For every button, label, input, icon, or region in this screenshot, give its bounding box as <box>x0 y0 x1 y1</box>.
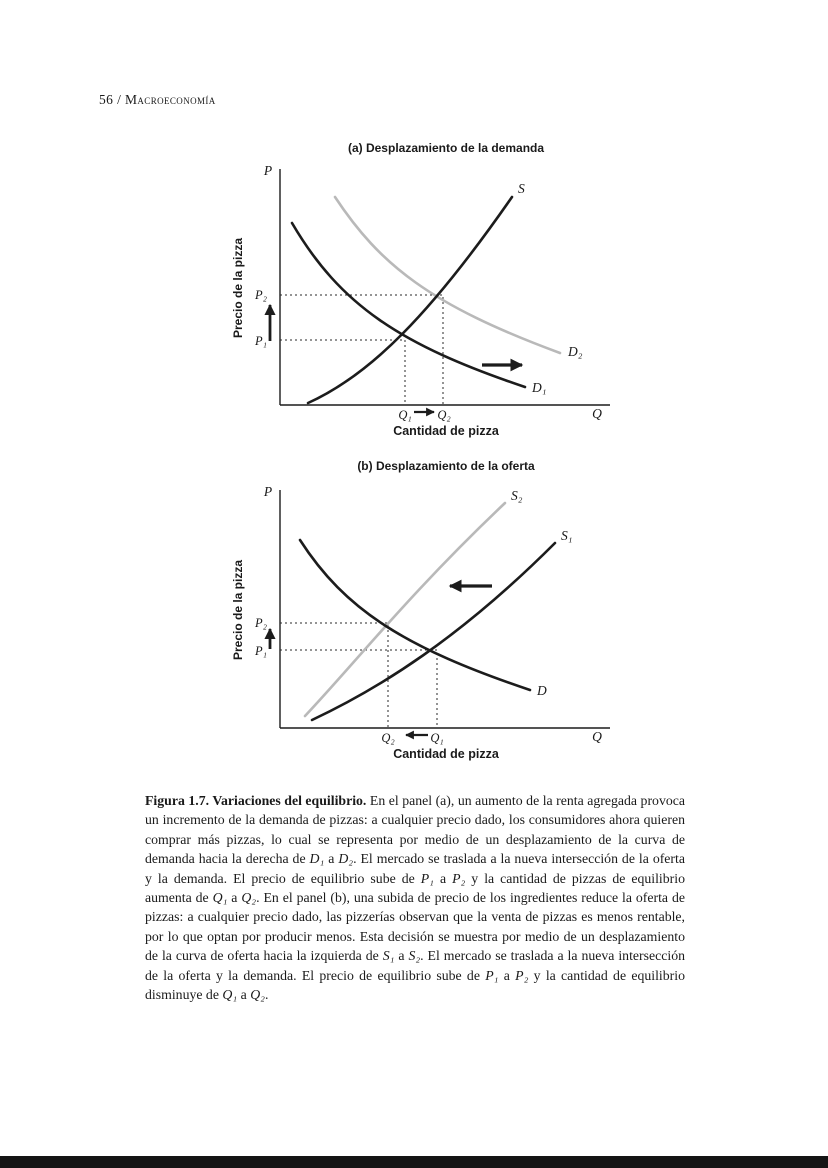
panel-b-p1-label: P₁ <box>255 644 267 658</box>
panel-b-p2-label: P₂ <box>255 616 267 630</box>
panel-a-p2-label: P₂ <box>255 288 267 302</box>
panel-b-p-axis-label: P <box>263 484 273 499</box>
panel-b-supply-curve-1 <box>312 543 555 720</box>
panel-b-q-axis-label: Q <box>592 729 602 744</box>
panel-a-demand-curve-1 <box>292 223 525 387</box>
panel-a-demand1-label: D₁ <box>532 380 547 395</box>
panel-b-supply2-label: S₂ <box>511 488 523 503</box>
panel-b-y-axis-title-text: Precio de la pizza <box>231 559 246 660</box>
panel-b-supply-curve-2 <box>305 503 505 716</box>
panel-b-demand-label: D <box>537 683 547 698</box>
panel-a-demand-curve-2 <box>335 197 560 353</box>
panel-a-p-axis-label: P <box>263 163 273 178</box>
panel-b-demand-curve <box>300 540 530 690</box>
panel-b-p2-q2-guide <box>280 623 388 728</box>
panel-a-q2-label: Q₂ <box>437 408 451 422</box>
panel-a-demand2-label: D₂ <box>568 344 583 359</box>
figure-caption-lead: Figura 1.7. Variaciones del equilibrio. <box>145 793 367 808</box>
panel-a-x-axis-title: Cantidad de pizza <box>393 424 499 438</box>
panel-a-q-axis-label: Q <box>592 406 602 421</box>
page-bottom-bar <box>0 1156 828 1168</box>
figure-caption-body: En el panel (a), un aumento de la renta agregada provoca un incremento de la demanda de pizzas: a cualquier precio dado, los consumidores ahora quieren comprar más pizzas, lo cual se representa por medio de un desplazamiento de la curva de demanda hacia la derecha de D₁ a D₂. El mercado se traslada a la nueva intersección de la oferta y la demanda. El precio de equilibrio sube de P₁ a P₂ y la cantidad de pizzas de equilibrio aumenta de Q₁ a Q₂. En el panel (b), una subida de precio de los ingredientes reduce la oferta de pizzas: a cualquier precio dado, las pizzerías observan que la venta de pizzas es menos rentable, por lo que optan por producir menos. Esta decisión se muestra por medio de un desplazamiento de la curva de oferta hacia la izquierda de S₁ a S₂. El mercado se traslada a la nueva intersección de la oferta y la demanda. El precio de equilibrio sube de P₁ a P₂ y la cantidad de equilibrio disminuye de Q₁ a Q₂. <box>145 793 685 1003</box>
panel-a-p1-label: P₁ <box>255 334 267 348</box>
panel-a-title: (a) Desplazamiento de la demanda <box>347 141 545 155</box>
panel-a-chart <box>230 155 650 460</box>
panel-a-q1-label: Q₁ <box>398 408 412 422</box>
page-header: 56 / Macroeconomía <box>99 92 216 107</box>
panel-b-title: (b) Desplazamiento de la oferta <box>357 459 535 473</box>
panel-b-q1-label: Q₁ <box>430 731 444 745</box>
panel-b-q2-label: Q₂ <box>381 731 395 745</box>
panel-b-x-axis-title: Cantidad de pizza <box>393 747 499 761</box>
panel-a-y-axis-title-text: Precio de la pizza <box>231 237 246 338</box>
panel-a-p2-q2-guide <box>280 295 443 405</box>
panel-a-supply-label: S <box>518 181 525 196</box>
panel-b-chart <box>230 478 650 783</box>
panel-b-supply1-label: S₁ <box>561 528 573 543</box>
figure-caption <box>145 791 685 1004</box>
